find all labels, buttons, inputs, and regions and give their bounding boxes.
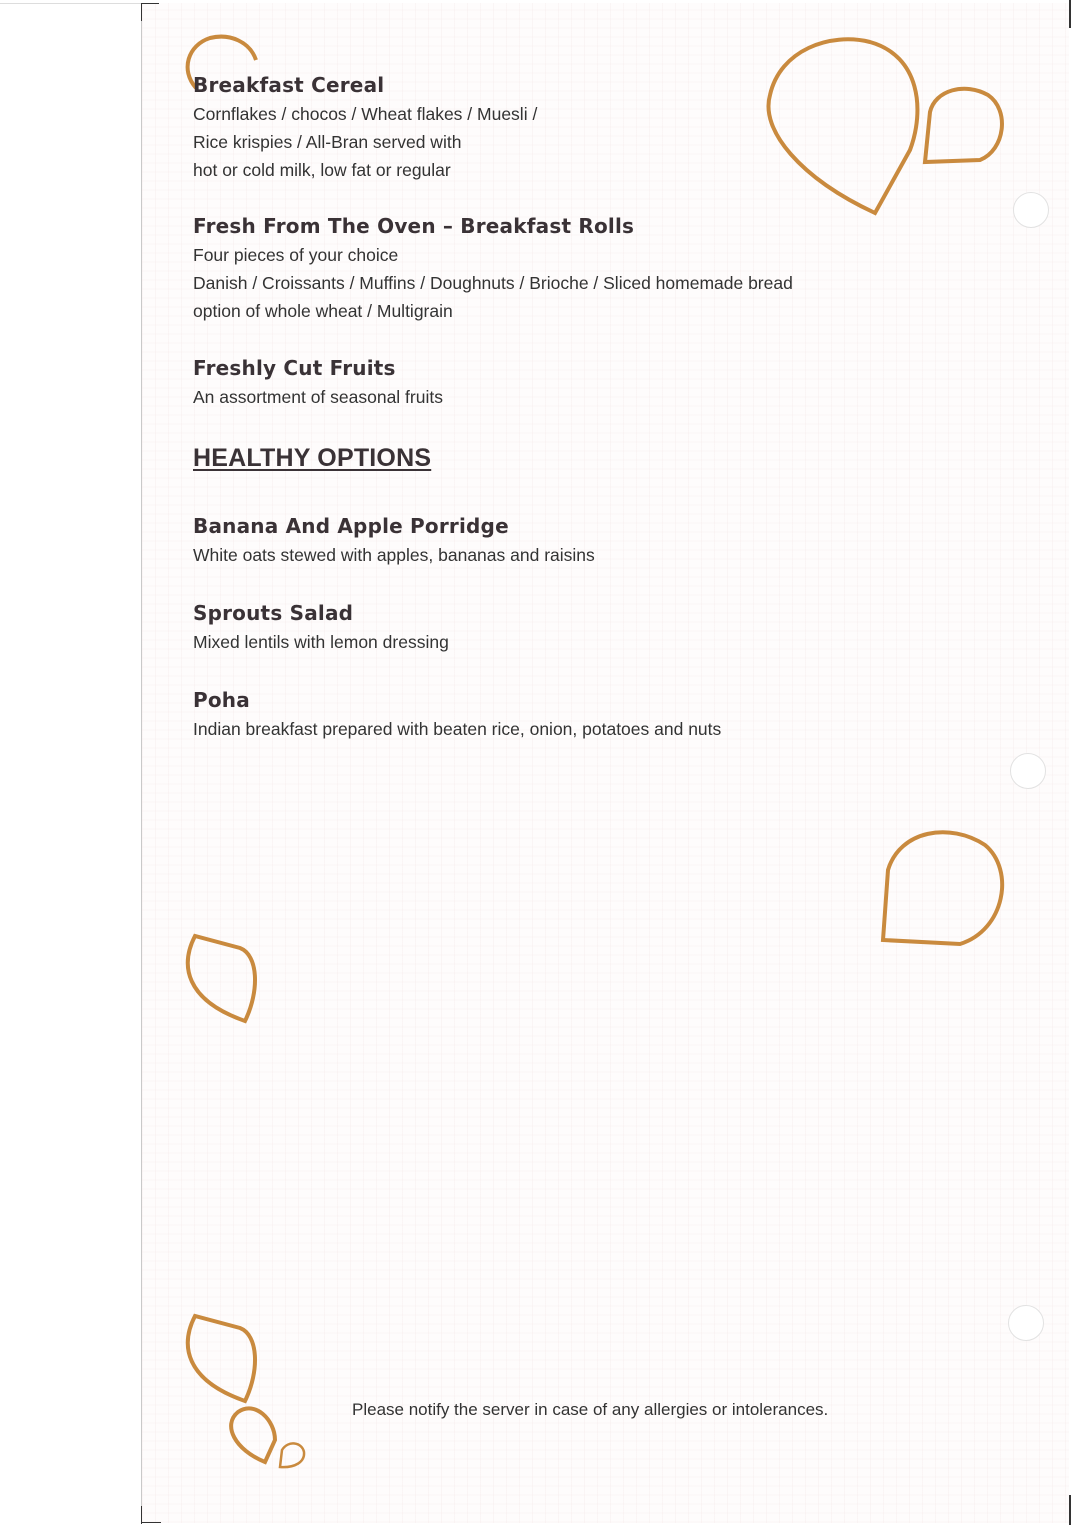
item-description <box>193 100 537 184</box>
item-description <box>193 715 721 743</box>
desc-line: hot or cold milk, low fat or regular <box>193 160 451 180</box>
menu-item-sprouts-salad <box>193 600 449 656</box>
allergy-notice: Please notify the server in case of any allergies or intolerances. <box>352 1400 829 1419</box>
item-description <box>193 541 595 569</box>
item-description <box>193 383 443 411</box>
binder-hole <box>1010 753 1046 789</box>
desc-line: Danish / Croissants / Muffins / Doughnuts / Brioche / Sliced homemade bread <box>193 273 793 293</box>
item-title: Sprouts Salad <box>193 601 354 625</box>
crop-mark <box>1069 1495 1071 1525</box>
menu-item-breakfast-cereal <box>193 72 537 184</box>
item-title: Poha <box>193 688 250 712</box>
crop-mark <box>141 3 142 21</box>
desc-line: An assortment of seasonal fruits <box>193 387 443 407</box>
desc-line: Indian breakfast prepared with beaten rice, onion, potatoes and nuts <box>193 719 722 739</box>
item-title: Freshly Cut Fruits <box>193 356 396 380</box>
menu-item-cut-fruits <box>193 355 443 411</box>
binder-hole <box>1013 192 1049 228</box>
crop-mark <box>141 1522 161 1523</box>
desc-line: option of whole wheat / Multigrain <box>193 301 453 321</box>
desc-line: White oats stewed with apples, bananas and raisins <box>193 545 595 565</box>
menu-item-breakfast-rolls <box>193 213 793 325</box>
item-title: Fresh From The Oven – Breakfast Rolls <box>193 214 635 238</box>
crop-mark <box>141 3 159 4</box>
healthy-options-section <box>193 444 431 473</box>
binder-hole <box>1008 1305 1044 1341</box>
desc-line: Cornflakes / chocos / Wheat flakes / Muesli / <box>193 104 538 124</box>
crop-mark <box>1069 0 1071 28</box>
item-title: Banana And Apple Porridge <box>193 514 509 538</box>
desc-line: Four pieces of your choice <box>193 245 399 265</box>
desc-line: Rice krispies / All-Bran served with <box>193 132 462 152</box>
menu-item-poha <box>193 687 721 743</box>
section-heading: HEALTHY OPTIONS <box>193 444 432 472</box>
crop-mark <box>0 3 141 4</box>
item-description <box>193 628 449 656</box>
item-description <box>193 241 793 325</box>
menu-item-porridge <box>193 513 595 569</box>
desc-line: Mixed lentils with lemon dressing <box>193 632 449 652</box>
item-title: Breakfast Cereal <box>193 73 385 97</box>
